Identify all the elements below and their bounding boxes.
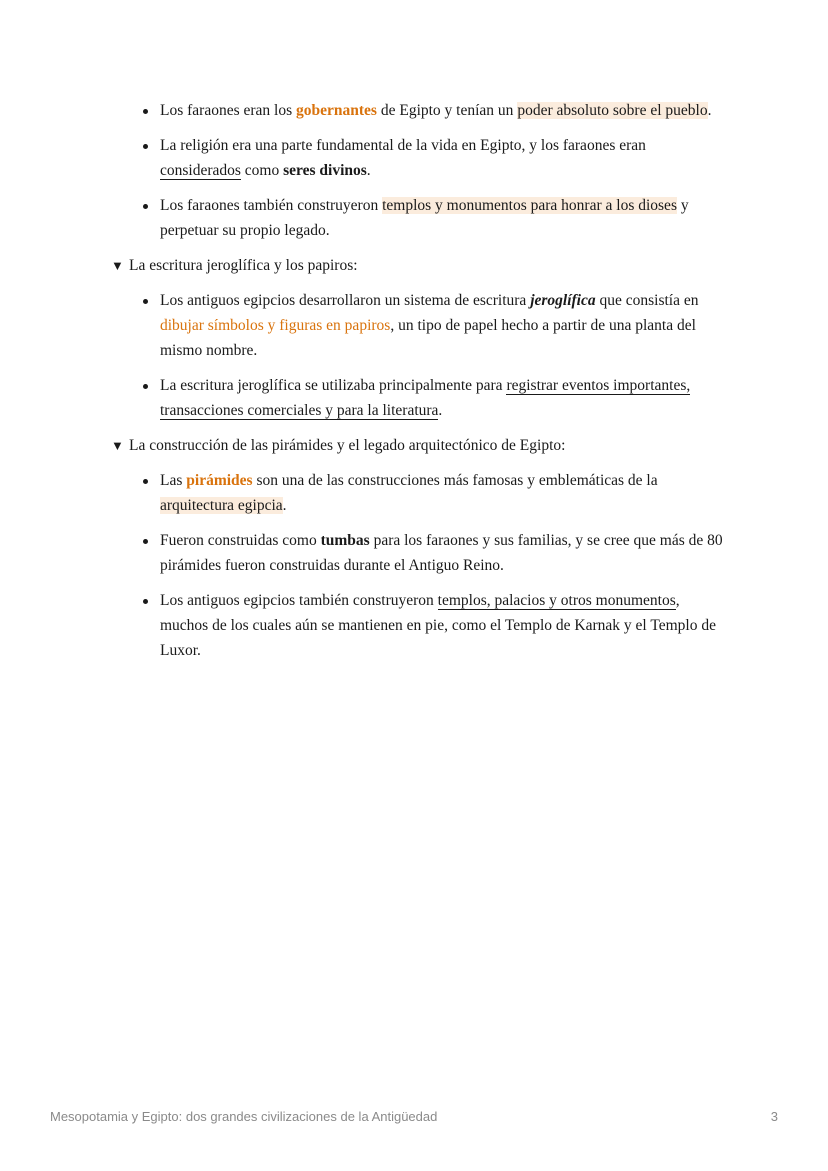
text: Los faraones eran los: [160, 102, 297, 119]
page-number: 3: [770, 1109, 778, 1124]
list-item: [0, 468, 730, 518]
underlined-phrase: considerados: [160, 162, 241, 179]
list-item: [0, 133, 730, 183]
toggle-heading-text: La escritura jeroglífica y los papiros:: [129, 257, 358, 274]
highlight-term: gobernantes: [296, 102, 377, 119]
triangle-down-icon[interactable]: ▼: [111, 438, 124, 453]
bold-italic-term: jeroglífica: [530, 292, 596, 309]
bullet-list-pharaohs: [0, 98, 828, 243]
highlighted-phrase: poder absoluto sobre el pueblo: [517, 102, 708, 119]
bullet-list-writing: [0, 288, 828, 423]
underlined-phrase: templos, palacios y otros monumentos: [437, 592, 676, 609]
toggle-heading-pyramids[interactable]: [0, 433, 828, 458]
toggle-heading-text: La construcción de las pirámides y el legado arquitectónico de Egipto:: [129, 437, 566, 454]
text: La religión era una parte fundamental de la vida en Egipto, y los faraones eran: [160, 137, 646, 154]
footer-title: Mesopotamia y Egipto: dos grandes civilizaciones de la Antigüedad: [50, 1109, 438, 1124]
list-item: [0, 193, 730, 243]
text: , muchos de los cuales aún se mantienen en pie, como el Templo de Karnak y el Templo de Luxor.: [160, 592, 716, 659]
text: , un tipo de papel hecho a partir de una planta del mismo nombre.: [160, 317, 696, 359]
highlighted-phrase: templos y monumentos para honrar a los dioses: [382, 197, 677, 214]
list-item: [0, 288, 730, 363]
list-item: [0, 528, 730, 578]
text: de Egipto y tenían un: [376, 102, 518, 119]
text: y perpetuar su propio legado.: [160, 197, 689, 239]
text: para los faraones y sus familias, y se cree que más de 80 pirámides fueron construidas durante el Antiguo Reino.: [160, 532, 723, 574]
text: que consistía en: [595, 292, 699, 309]
list-item: [0, 373, 730, 423]
text: Fueron construidas como: [160, 532, 321, 549]
page-content: [0, 98, 828, 673]
colored-phrase: dibujar símbolos y figuras en papiros: [160, 317, 391, 334]
text: La escritura jeroglífica se utilizaba principalmente para: [160, 377, 507, 394]
bullet-list-pyramids: [0, 468, 828, 663]
highlighted-phrase: arquitectura egipcia: [160, 497, 283, 514]
page-footer: [50, 1109, 778, 1124]
text: Los antiguos egipcios desarrollaron un sistema de escritura: [160, 292, 531, 309]
text: .: [438, 402, 443, 419]
text: Las: [160, 472, 187, 489]
text: .: [707, 102, 712, 119]
text: Los faraones también construyeron: [160, 197, 383, 214]
bold-phrase: seres divinos: [283, 162, 367, 179]
text: Los antiguos egipcios también construyeron: [160, 592, 438, 609]
text: .: [282, 497, 287, 514]
list-item: [0, 98, 730, 123]
triangle-down-icon[interactable]: ▼: [111, 258, 124, 273]
toggle-heading-writing[interactable]: [0, 253, 828, 278]
text: son una de las construcciones más famosas y emblemáticas de la: [252, 472, 658, 489]
list-item: [0, 588, 730, 663]
underlined-phrase: registrar eventos importantes, transacciones comerciales y para la literatura: [160, 377, 691, 419]
text: como: [240, 162, 284, 179]
bold-phrase: tumbas: [320, 532, 370, 549]
text: .: [366, 162, 371, 179]
highlight-term: pirámides: [186, 472, 253, 489]
